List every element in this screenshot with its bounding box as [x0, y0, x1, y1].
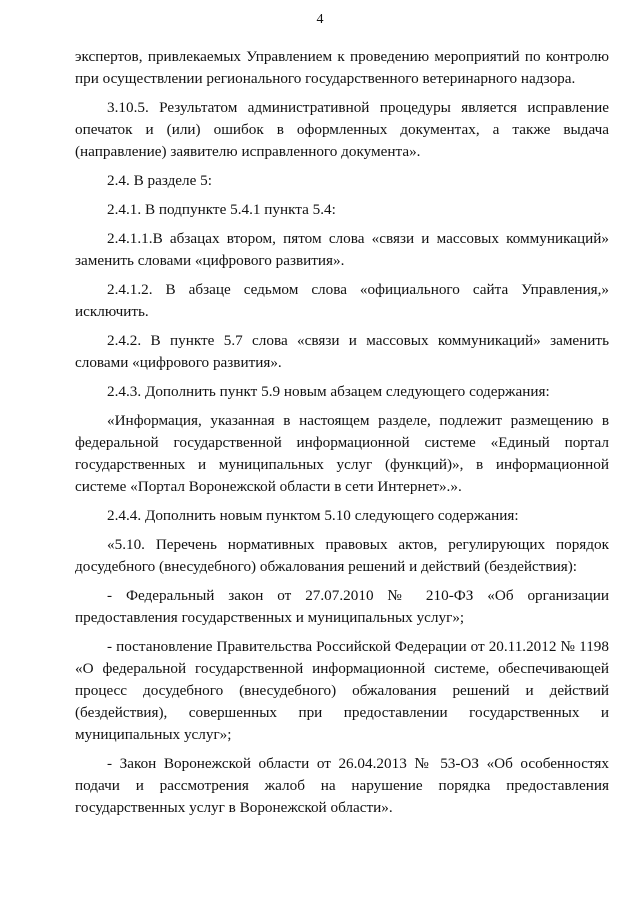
paragraph-2-4-2: 2.4.2. В пункте 5.7 слова «связи и массовых коммуникаций» заменить словами «цифрового развития».	[75, 332, 609, 371]
paragraph-2-4-4: 2.4.4. Дополнить новым пунктом 5.10 следующего содержания:	[107, 507, 519, 524]
paragraph-continuation: экспертов, привлекаемых Управлением к проведению мероприятий по контролю при осуществлении регионального государственного ветеринарного надзора.	[75, 48, 609, 87]
paragraph-information-quote: «Информация, указанная в настоящем разделе, подлежит размещению в федеральной государственной информационной системе «Единый портал государственных и муниципальных услуг (функций)», в информационной системе «Портал Воронежской области в сети Интернет».».	[75, 412, 609, 495]
paragraph-2-4-1: 2.4.1. В подпункте 5.4.1 пункта 5.4:	[107, 201, 336, 218]
paragraph-2-4: 2.4. В разделе 5:	[107, 172, 212, 189]
list-item-government-decree: - постановление Правительства Российской Федерации от 20.11.2012 № 1198 «О федеральной государственной информационной системе, обеспечивающей процесс досудебного (внесудебного) обжалования решений и действий (бездействия), совершенных при предоставлении государственных и муниципальных услуг»;	[75, 638, 609, 743]
page-number: 4	[316, 12, 324, 27]
paragraph-2-4-1-1: 2.4.1.1.В абзацах втором, пятом слова «связи и массовых коммуникаций» заменить словами «цифрового развития».	[75, 230, 609, 269]
paragraph-2-4-1-2: 2.4.1.2. В абзаце седьмом слова «официального сайта Управления,» исключить.	[75, 281, 609, 320]
document-body	[75, 46, 609, 826]
list-item-federal-law: - Федеральный закон от 27.07.2010 № 210-ФЗ «Об организации предоставления государственных и муниципальных услуг»;	[75, 587, 609, 626]
list-item-regional-law: - Закон Воронежской области от 26.04.2013 № 53-ОЗ «Об особенностях подачи и рассмотрения жалоб на нарушение порядка предоставления государственных услуг в Воронежской области».	[75, 755, 609, 816]
paragraph-3-10-5: 3.10.5. Результатом административной процедуры является исправление опечаток и (или) ошибок в оформленных документах, а также выдача (направление) заявителю исправленного документа».	[75, 99, 609, 160]
paragraph-2-4-3: 2.4.3. Дополнить пункт 5.9 новым абзацем следующего содержания:	[107, 383, 550, 400]
paragraph-5-10: «5.10. Перечень нормативных правовых актов, регулирующих порядок досудебного (внесудебного) обжалования решений и действий (бездействия):	[75, 536, 609, 575]
